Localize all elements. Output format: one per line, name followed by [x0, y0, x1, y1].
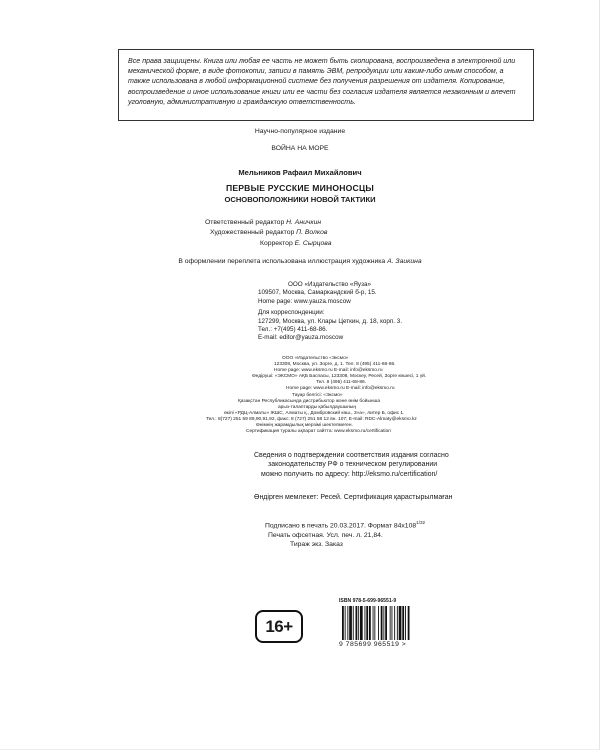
imprint-line: ООО «Издательство «Эксмо» — [282, 356, 349, 361]
barcode-digits: 9 785699 965519 > — [339, 641, 407, 648]
publisher-phone: Тел.: +7(495) 411-68-86. — [258, 326, 328, 334]
series-name: ВОЙНА НА МОРЕ — [271, 145, 329, 152]
imprint-line: арыз-талаптарды қабылдаушының — [278, 404, 357, 410]
book-title: ПЕРВЫЕ РУССКИЕ МИНОНОСЦЫ — [225, 183, 375, 193]
credit-line: Художественный редактор П. Волков — [210, 229, 328, 237]
barcode-bar — [408, 606, 410, 640]
imprint-line: Home page: www.eksmo.ru E-mail: info@eksmo.ru — [286, 386, 395, 392]
publisher-block — [258, 281, 458, 343]
certification-notice — [254, 451, 454, 479]
barcode-bar — [345, 606, 346, 640]
certification-line: Сведения о подтверждении соответствия издания согласно — [254, 452, 449, 459]
barcode-bar — [390, 606, 391, 640]
barcode-bar — [399, 606, 402, 640]
edition-type: Научно-популярное издание — [254, 128, 346, 135]
barcode-bar — [397, 606, 398, 640]
barcode-bar — [373, 606, 374, 640]
print-info-block — [265, 518, 465, 549]
barcode-bar — [342, 606, 344, 640]
barcode-bar — [365, 606, 366, 640]
barcode-bar — [347, 606, 348, 640]
barcode-bar — [394, 606, 395, 640]
book-subtitle: ОСНОВОПОЛОЖНИКИ НОВОЙ ТАКТИКИ — [224, 195, 376, 204]
barcode-bar — [366, 606, 368, 640]
barcode-bar — [402, 606, 404, 640]
imprint-line: Тел. 8 (495) 411-68-86. — [316, 380, 367, 386]
imprint-line: Тауар белгісі: «Эксмо» — [292, 392, 343, 398]
barcode-icon — [339, 606, 435, 640]
copyright-notice-text: Все права защищены. Книга или любая ее часть не может быть скопирована, воспроизведена в электронной или механической форме, в виде фотокопии, записи в память ЭВМ, репродукции или каким-либо иным способом, а также использована в любой информационной системе без получения разрешения от издателя. Копирование, воспроизведение и иное использование книги или ее части без согласия издателя является незаконным и влечет уголовную, административную и гражданскую ответственность. — [128, 57, 516, 106]
barcode-bar — [374, 606, 375, 640]
author-name: Мельников Рафаил Михайлович — [238, 168, 362, 177]
credit-line: Корректор Е. Сырцова — [260, 239, 332, 247]
publisher-homepage: Home page: www.yauza.moscow — [258, 297, 351, 305]
barcode-bar — [383, 606, 384, 640]
imprint-line: Өндіруші: «ЭКСМО» АҚБ Баспасы, 123308, Мәскеу, Ресей, Зорге көшесі, 1 үй. — [252, 374, 427, 380]
barcode-bar — [360, 606, 363, 640]
imprint-line: 123308, Москва, ул. Зорге, д. 1. Тел. 8 (495) 411-68-86. — [274, 362, 396, 368]
publisher-address: 109507, Москва, Самаркандский б-р, 15. — [258, 289, 377, 297]
barcode-bar — [349, 606, 352, 640]
barcode-bar — [385, 606, 387, 640]
barcode-bar — [392, 606, 393, 640]
barcode-bar — [356, 606, 358, 640]
imprint-line: Өнімнің жарамдылық мерзімі шектелмеген. — [256, 423, 353, 429]
age-rating-badge: 16+ — [255, 610, 303, 643]
country-line: Өндірген мемлекет: Ресей. Сертификация қарастырылмаған — [254, 494, 453, 501]
barcode-block — [339, 598, 435, 650]
cover-illustration-note: В оформлении переплета использована иллюстрация художника А. Заикина — [178, 258, 422, 265]
publisher-email: E-mail: editor@yauza.moscow — [258, 334, 344, 342]
correspondence-address: 127299, Москва, ул. Клары Цеткин, д. 18, корп. 3. — [258, 317, 403, 325]
copyright-notice-box — [118, 49, 534, 121]
print-signed-line: Подписано в печать 20.03.2017. Формат $84x108^{1/32}$ — [265, 520, 426, 530]
barcode-bar — [353, 606, 354, 640]
certification-line: можно получить по адресу: http://eksmo.ru/certification/ — [261, 470, 438, 478]
publisher-name: ООО «Издательство «Яуза» — [288, 281, 371, 288]
barcode-bar — [405, 606, 406, 640]
isbn-number: ISBN 978-5-699-96551-9 — [339, 598, 397, 604]
credits-block — [205, 218, 405, 249]
print-run-line: Тираж экз. Заказ — [290, 540, 343, 548]
barcode-bar — [381, 606, 383, 640]
print-paper-line: Печать офсетная. Усл. печ. л. 21,84. — [268, 531, 383, 539]
barcode-bar — [378, 606, 379, 640]
imprint-line: Home page: www.eksmo.ru E-mail: info@eksmo.ru — [274, 368, 383, 374]
imprint-line: Сертификация туралы ақпарат сайтта: www.eksmo.ru/certification — [246, 429, 391, 435]
barcode-bar — [358, 606, 359, 640]
correspondence-label: Для корреспонденции: — [258, 309, 325, 317]
eksmo-imprint-block — [206, 356, 427, 435]
certification-line: законодательству РФ о техническом регулировании — [268, 461, 438, 469]
imprint-line: өкілі «РДЦ-Алматы» ЖШС, Алматы қ., Домбровский көш., 3«а», литер Б, офис 1. — [224, 410, 405, 416]
credit-line: Ответственный редактор Н. Аничкин — [205, 219, 322, 226]
imprint-line: Қазақстан Республикасында дистрибьютор және өнім бойынша — [238, 398, 381, 404]
barcode-bar — [369, 606, 371, 640]
imprint-line: Тел.: 8(727) 251 59 89,90,91,92, факс: 8 (727) 251 58 12 вн. 107; E-mail: RDC-Almaty@eksmo.kz — [206, 416, 417, 422]
country-of-origin — [254, 493, 454, 502]
